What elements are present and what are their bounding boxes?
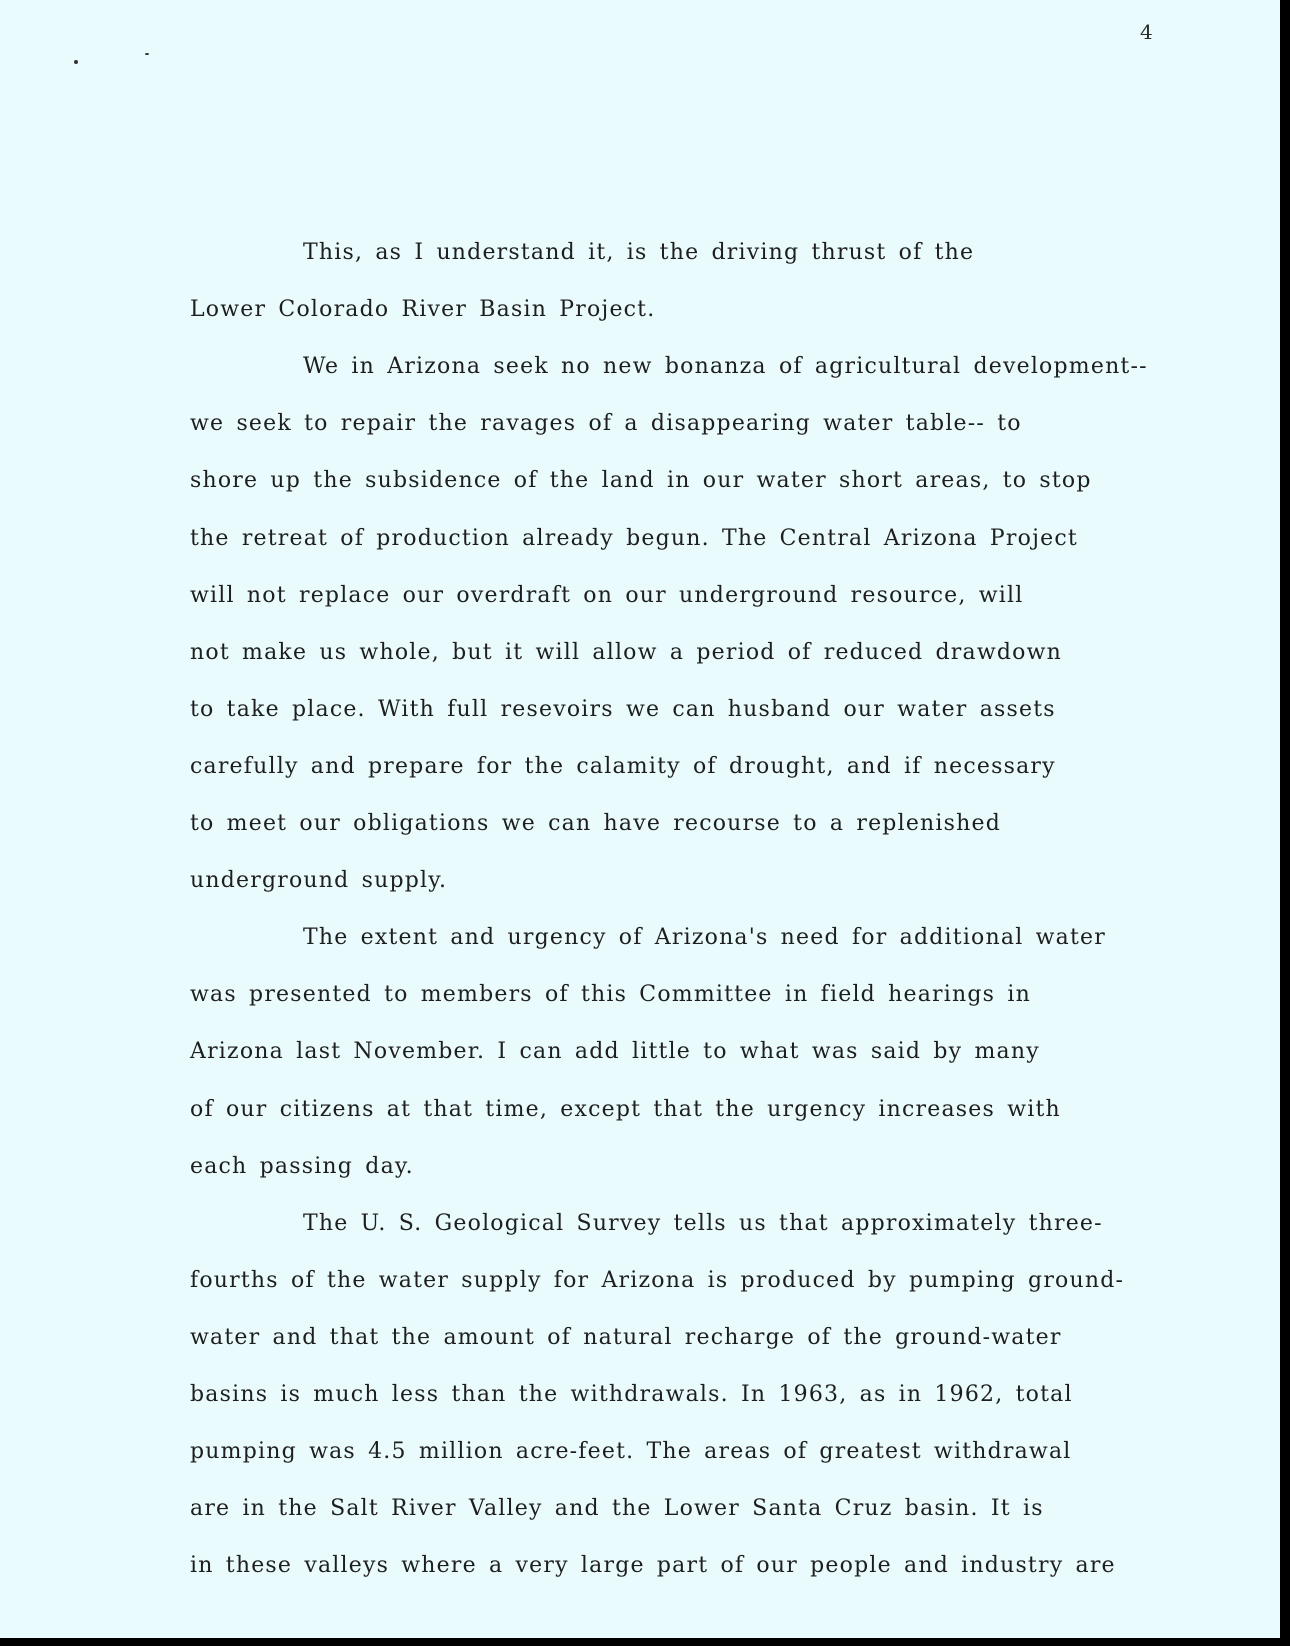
text-line: This, as I understand it, is the driving thrust of the [303,240,975,265]
text-line: carefully and prepare for the calamity of drought, and if necessary [190,754,1056,779]
text-line: shore up the subsidence of the land in our water short areas, to stop [190,468,1092,493]
text-line: was presented to members of this Committee in field hearings in [190,982,1031,1007]
text-line: We in Arizona seek no new bonanza of agricultural development-- [303,354,1148,379]
text-line: to meet our obligations we can have recourse to a replenished [190,811,1002,836]
text-line: pumping was 4.5 million acre-feet. The areas of greatest withdrawal [190,1439,1072,1464]
page-number: 4 [1140,20,1153,44]
text-line: The extent and urgency of Arizona's need for additional water [303,925,1106,950]
text-line: in these valleys where a very large part of our people and industry are [190,1553,1116,1578]
text-line: underground supply. [190,868,448,893]
text-line: fourths of the water supply for Arizona is produced by pumping ground- [190,1268,1125,1293]
text-line: water and that the amount of natural recharge of the ground-water [190,1325,1062,1350]
text-line: to take place. With full resevoirs we can husband our water assets [190,697,1056,722]
text-line: The U. S. Geological Survey tells us that approximately three- [303,1211,1103,1236]
text-line: of our citizens at that time, except that the urgency increases with [190,1097,1061,1122]
text-line: we seek to repair the ravages of a disappearing water table-- to [190,411,1022,436]
text-line: basins is much less than the withdrawals. In 1963, as in 1962, total [190,1382,1073,1407]
text-line: each passing day. [190,1154,414,1179]
text-line: Lower Colorado River Basin Project. [190,297,656,322]
text-line: not make us whole, but it will allow a period of reduced drawdown [190,640,1063,665]
scan-speck [74,60,78,64]
text-line: the retreat of production already begun. The Central Arizona Project [190,526,1078,551]
text-line: are in the Salt River Valley and the Lower Santa Cruz basin. It is [190,1496,1044,1521]
text-line: will not replace our overdraft on our underground resource, will [190,583,1024,608]
text-line: Arizona last November. I can add little to what was said by many [190,1039,1040,1064]
scan-speck [145,53,149,55]
